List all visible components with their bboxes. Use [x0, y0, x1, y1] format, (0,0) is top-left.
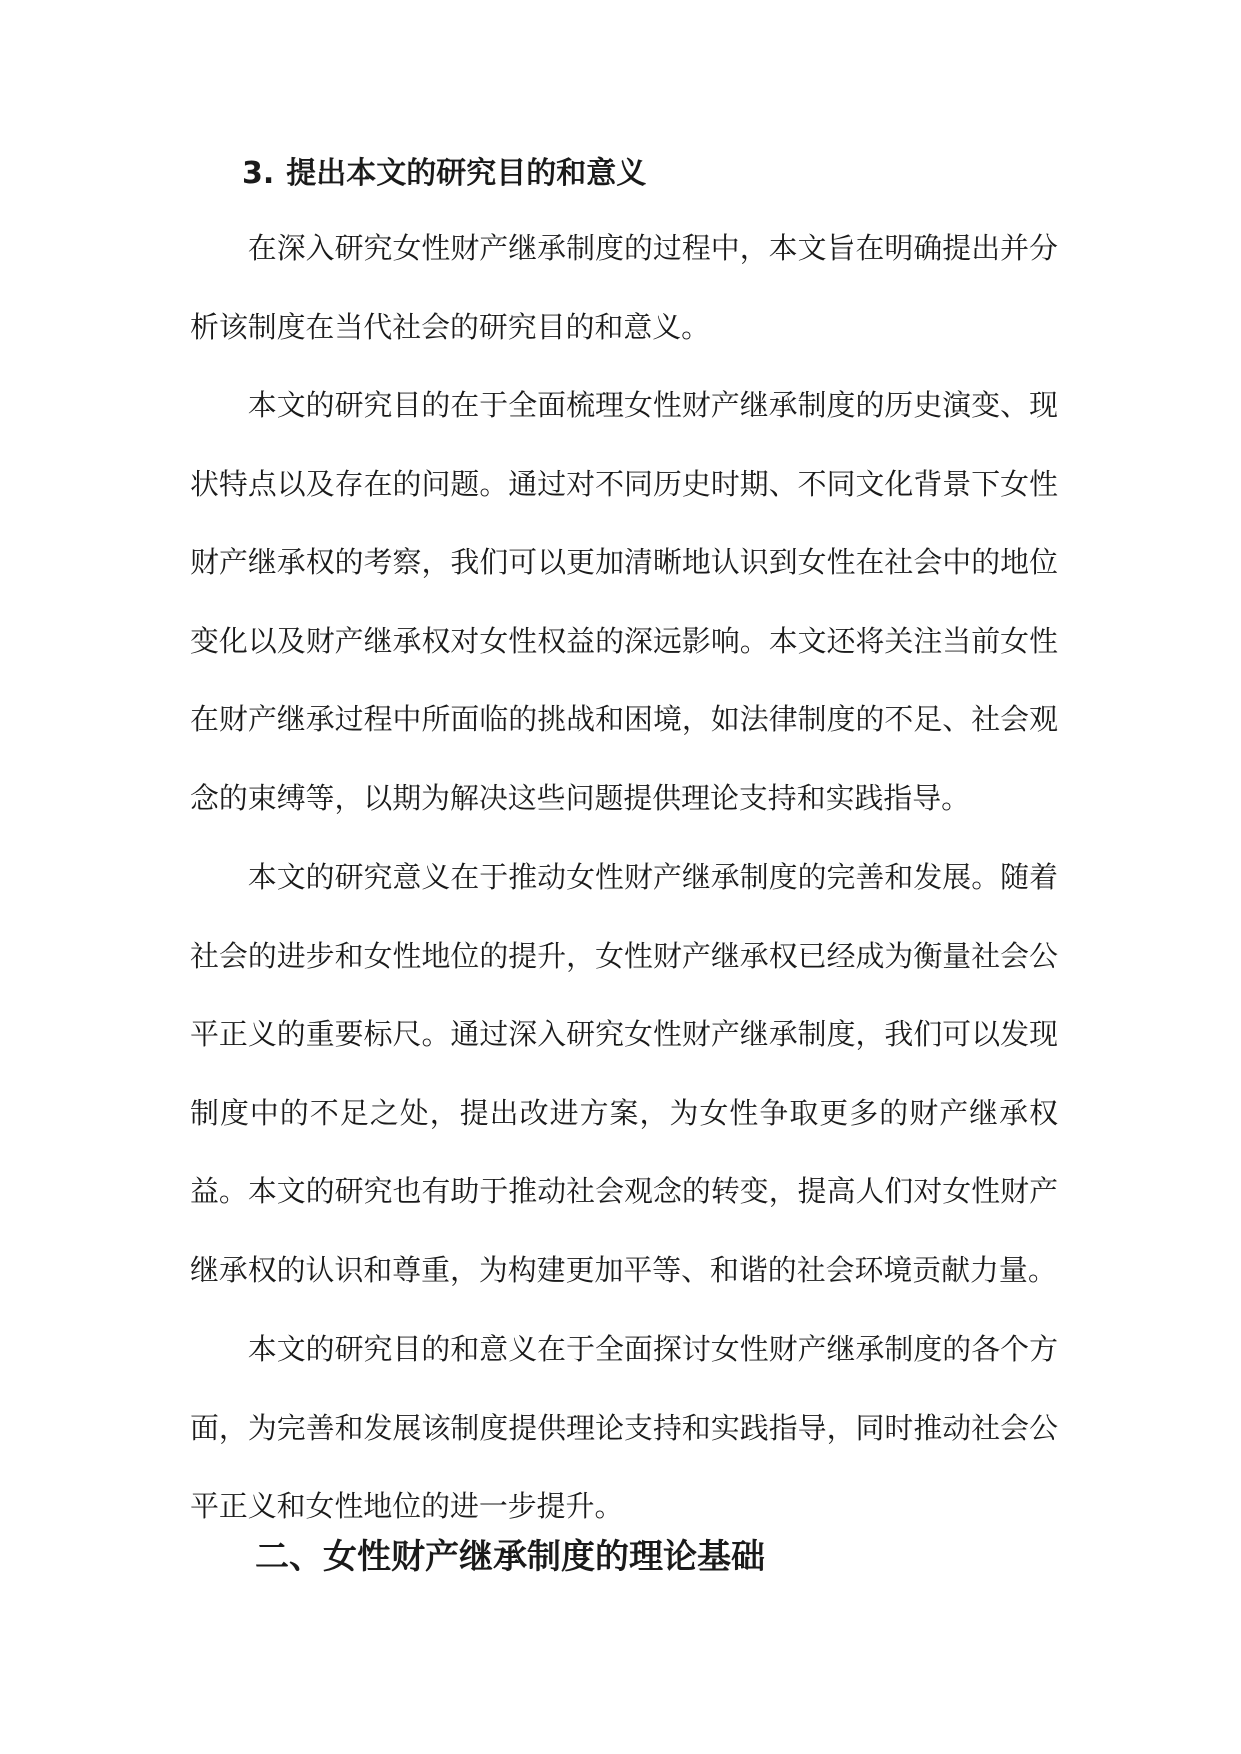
subsection-number: 3. — [242, 156, 275, 191]
subsection-title: 提出本文的研究目的和意义 — [286, 156, 647, 191]
paragraph-research-significance: 本文的研究意义在于推动女性财产继承制度的完善和发展。随着社会的进步和女性地位的提升，女性财产继承权已经成为衡量社会公平正义的重要标尺。通过深入研究女性财产继承制度，我们可以发现制度中的不足之处，提出改进方案，为女性争取更多的财产继承权益。本文的研究也有助于推动社会观念的转变，提高人们对女性财产继承权的认识和尊重，为构建更加平等、和谐的社会环境贡献力量。 — [190, 860, 1058, 1287]
section-heading: 二、女性财产继承制度的理论基础 — [255, 1537, 765, 1577]
subsection-heading — [242, 150, 646, 198]
paragraph-intro: 在深入研究女性财产继承制度的过程中，本文旨在明确提出并分析该制度在当代社会的研究目的和意义。 — [190, 231, 1058, 344]
paragraph-research-purpose: 本文的研究目的在于全面梳理女性财产继承制度的历史演变、现状特点以及存在的问题。通过对不同历史时期、不同文化背景下女性财产继承权的考察，我们可以更加清晰地认识到女性在社会中的地位变化以及财产继承权对女性权益的深远影响。本文还将关注当前女性在财产继承过程中所面临的挑战和困境，如法律制度的不足、社会观念的束缚等，以期为解决这些问题提供理论支持和实践指导。 — [190, 388, 1058, 815]
paragraph-summary: 本文的研究目的和意义在于全面探讨女性财产继承制度的各个方面，为完善和发展该制度提供理论支持和实践指导，同时推动社会公平正义和女性地位的进一步提升。 — [190, 1332, 1058, 1524]
